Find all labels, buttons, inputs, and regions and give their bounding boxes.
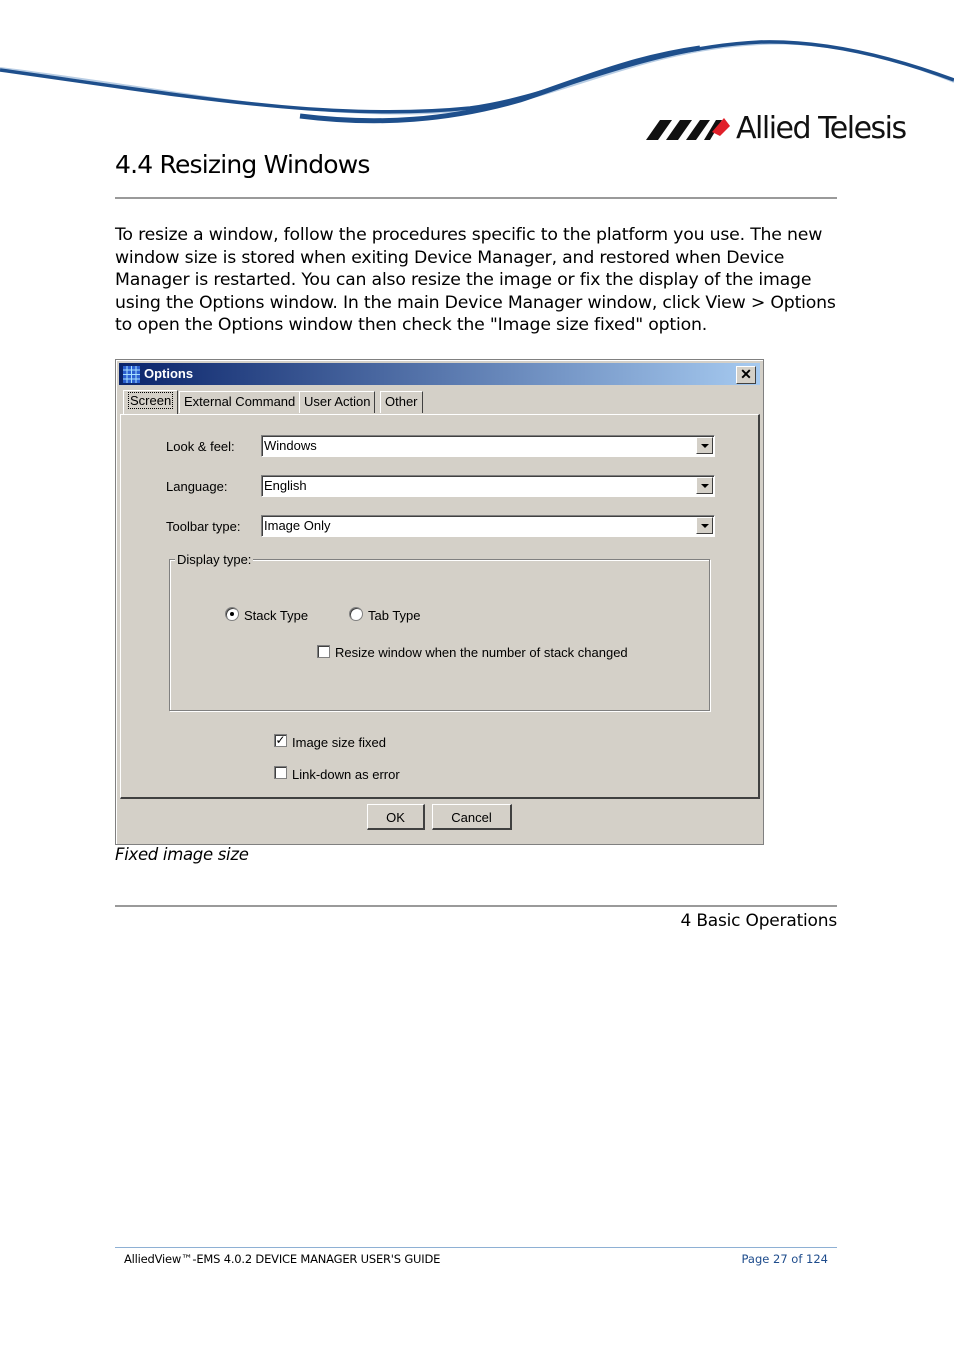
- tab-screen-label: Screen: [130, 393, 172, 408]
- tab-external-command-label: External Command: [184, 394, 296, 409]
- tab-type-label: Tab Type: [368, 608, 421, 623]
- link-down-label: Link-down as error: [292, 767, 400, 782]
- stack-type-label: Stack Type: [244, 608, 309, 623]
- options-dialog: [115, 359, 764, 845]
- allied-telesis-logo: [646, 108, 906, 148]
- chevron-down-icon[interactable]: [696, 437, 713, 454]
- display-type-label: Display type:: [177, 552, 252, 567]
- screen-tab-panel: [120, 414, 760, 799]
- language-value: English: [264, 478, 307, 493]
- body-paragraph: [115, 224, 840, 337]
- display-type-group: [169, 559, 710, 711]
- section-title: 4.4 Resizing Windows: [115, 150, 370, 179]
- tab-other[interactable]: [380, 391, 423, 413]
- ok-button[interactable]: OK: [367, 804, 425, 830]
- look-feel-value: Windows: [264, 438, 317, 453]
- body-paragraph-text: To resize a window, follow the procedures specific to the platform you use. The new window size is stored when exiting Device Manager, and restored when Device Manager is restarted. You can also resize the image or fix the display of the image using the Options window. In the main Device Manager window, click View > Options to open the Options window then check the "Image size fixed" option.: [115, 225, 836, 336]
- look-feel-label: Look & feel:: [166, 439, 235, 454]
- image-size-fixed-label: Image size fixed: [292, 735, 386, 750]
- dialog-title: Options: [144, 366, 194, 381]
- title-rule: [115, 197, 837, 199]
- tab-user-action[interactable]: [299, 391, 375, 413]
- options-grid-icon: [123, 366, 140, 383]
- resize-window-checkbox[interactable]: [317, 645, 330, 658]
- chapter-rule: [115, 905, 837, 907]
- link-down-checkbox[interactable]: [274, 766, 287, 779]
- allied-telesis-logo-icon: [646, 114, 730, 142]
- stack-type-radio[interactable]: [225, 607, 239, 621]
- tab-type-radio[interactable]: [349, 607, 363, 621]
- cancel-button[interactable]: Cancel: [432, 804, 512, 830]
- tab-external-command[interactable]: [179, 391, 300, 413]
- tab-screen[interactable]: [123, 390, 178, 414]
- toolbar-type-label: Toolbar type:: [166, 519, 241, 534]
- tab-user-action-label: User Action: [304, 394, 371, 409]
- figure-caption: Fixed image size: [115, 845, 249, 864]
- footer-rule: [115, 1247, 837, 1248]
- close-icon: ✕: [740, 366, 752, 382]
- resize-window-label: Resize window when the number of stack changed: [335, 645, 628, 660]
- close-button[interactable]: [736, 366, 756, 384]
- chevron-down-icon[interactable]: [696, 517, 713, 534]
- toolbar-type-select[interactable]: [261, 515, 715, 537]
- tab-other-label: Other: [385, 394, 418, 409]
- footer-guide-title: AlliedView™-EMS 4.0.2 DEVICE MANAGER USER'S GUIDE: [124, 1252, 441, 1266]
- chapter-label: 4 Basic Operations: [680, 911, 837, 931]
- language-select[interactable]: [261, 475, 715, 497]
- dialog-titlebar[interactable]: [119, 363, 760, 385]
- logo-text: Allied Telesis: [736, 110, 906, 146]
- toolbar-type-value: Image Only: [264, 518, 331, 533]
- chevron-down-icon[interactable]: [696, 477, 713, 494]
- look-feel-select[interactable]: [261, 435, 715, 457]
- footer-page-number: Page 27 of 124: [741, 1252, 828, 1266]
- language-label: Language:: [166, 479, 228, 494]
- image-size-fixed-checkbox[interactable]: ✓: [275, 733, 286, 747]
